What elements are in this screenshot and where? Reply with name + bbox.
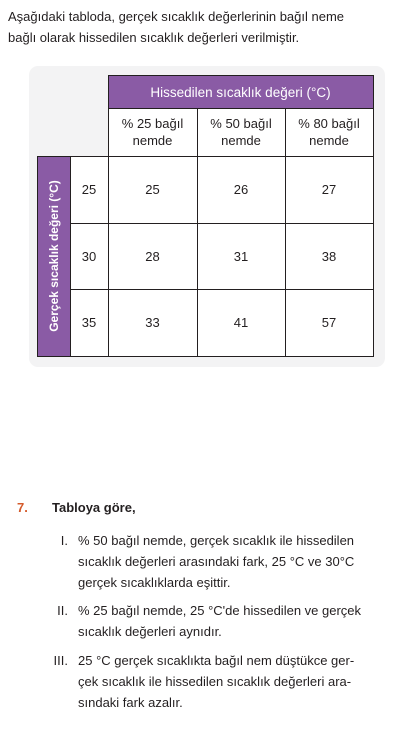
humidity-header-80-line2: nemde [309, 133, 349, 148]
statement-1-numeral: I. [60, 533, 68, 548]
real-temp-cell: 35 [70, 289, 108, 356]
table-cell: 33 [108, 289, 197, 356]
humidity-header-80 [285, 108, 373, 156]
grid-line [108, 75, 374, 76]
statement-3-line-2: çek sıcaklık ile hissedilen sıcaklık değerleri ara- [78, 674, 352, 689]
table-cell: 41 [197, 289, 285, 356]
grid-line [108, 108, 374, 109]
grid-line [70, 289, 374, 290]
statement-2-line-1: % 25 bağıl nemde, 25 °C'de hissedilen ve gerçek [78, 603, 362, 618]
humidity-header-50 [197, 108, 285, 156]
table-cell: 31 [197, 223, 285, 289]
humidity-header-80-line1: % 80 bağıl [298, 116, 360, 131]
statement-1-line-1: % 50 bağıl nemde, gerçek sıcaklık ile hissedilen [78, 533, 355, 548]
statement-3-numeral: III. [53, 653, 68, 668]
statement-1-line-2: sıcaklık değerleri arasındaki fark, 25 °C ve 30°C [78, 554, 355, 569]
table-cell: 25 [108, 156, 197, 223]
question-stem: Tabloya göre, [52, 500, 136, 515]
felt-temperature-header-label: Hissedilen sıcaklık değeri (°C) [150, 84, 331, 100]
grid-line [197, 108, 198, 357]
humidity-header-25-line1: % 25 bağıl [121, 116, 184, 131]
intro-line-1: Aşağıdaki tabloda, gerçek sıcaklık değerlerinin bağıl neme [8, 9, 345, 24]
felt-temperature-header [108, 76, 373, 108]
table-cell: 27 [285, 156, 373, 223]
grid-line [285, 108, 286, 357]
statement-3-line-3: sındaki fark azalır. [78, 695, 183, 710]
grid-line [108, 75, 109, 357]
real-temp-cell: 30 [70, 223, 108, 289]
grid-line [37, 156, 38, 357]
statement-2-numeral: II. [57, 603, 68, 618]
grid-line [37, 156, 374, 157]
real-temperature-header [38, 156, 70, 356]
statement-1-line-3: gerçek sıcaklıklarda eşittir. [78, 575, 231, 590]
table-cell: 28 [108, 223, 197, 289]
statement-1-text [78, 530, 396, 593]
grid-line [70, 223, 374, 224]
real-temperature-header-label: Gerçek sıcaklık değeri (°C) [47, 180, 61, 332]
table-cell: 38 [285, 223, 373, 289]
intro-line-2: bağlı olarak hissedilen sıcaklık değerleri verilmiştir. [8, 30, 300, 45]
statement-3-text [78, 650, 396, 713]
humidity-header-25 [108, 108, 197, 156]
humidity-header-50-line1: % 50 bağıl [210, 116, 272, 131]
statement-3-line-1: 25 °C gerçek sıcaklıkta bağıl nem düştükce ger- [78, 653, 355, 668]
statement-2-line-2: sıcaklık değerleri aynıdır. [78, 624, 222, 639]
grid-line [37, 356, 374, 357]
table-cell: 26 [197, 156, 285, 223]
statement-2-text [78, 600, 396, 642]
question-number: 7. [17, 500, 28, 515]
grid-line [373, 75, 374, 357]
real-temp-cell: 25 [70, 156, 108, 223]
intro-paragraph [8, 6, 398, 48]
grid-line [70, 156, 71, 357]
table-cell: 57 [285, 289, 373, 356]
humidity-header-25-line2: nemde [132, 133, 173, 148]
humidity-header-50-line2: nemde [221, 133, 261, 148]
